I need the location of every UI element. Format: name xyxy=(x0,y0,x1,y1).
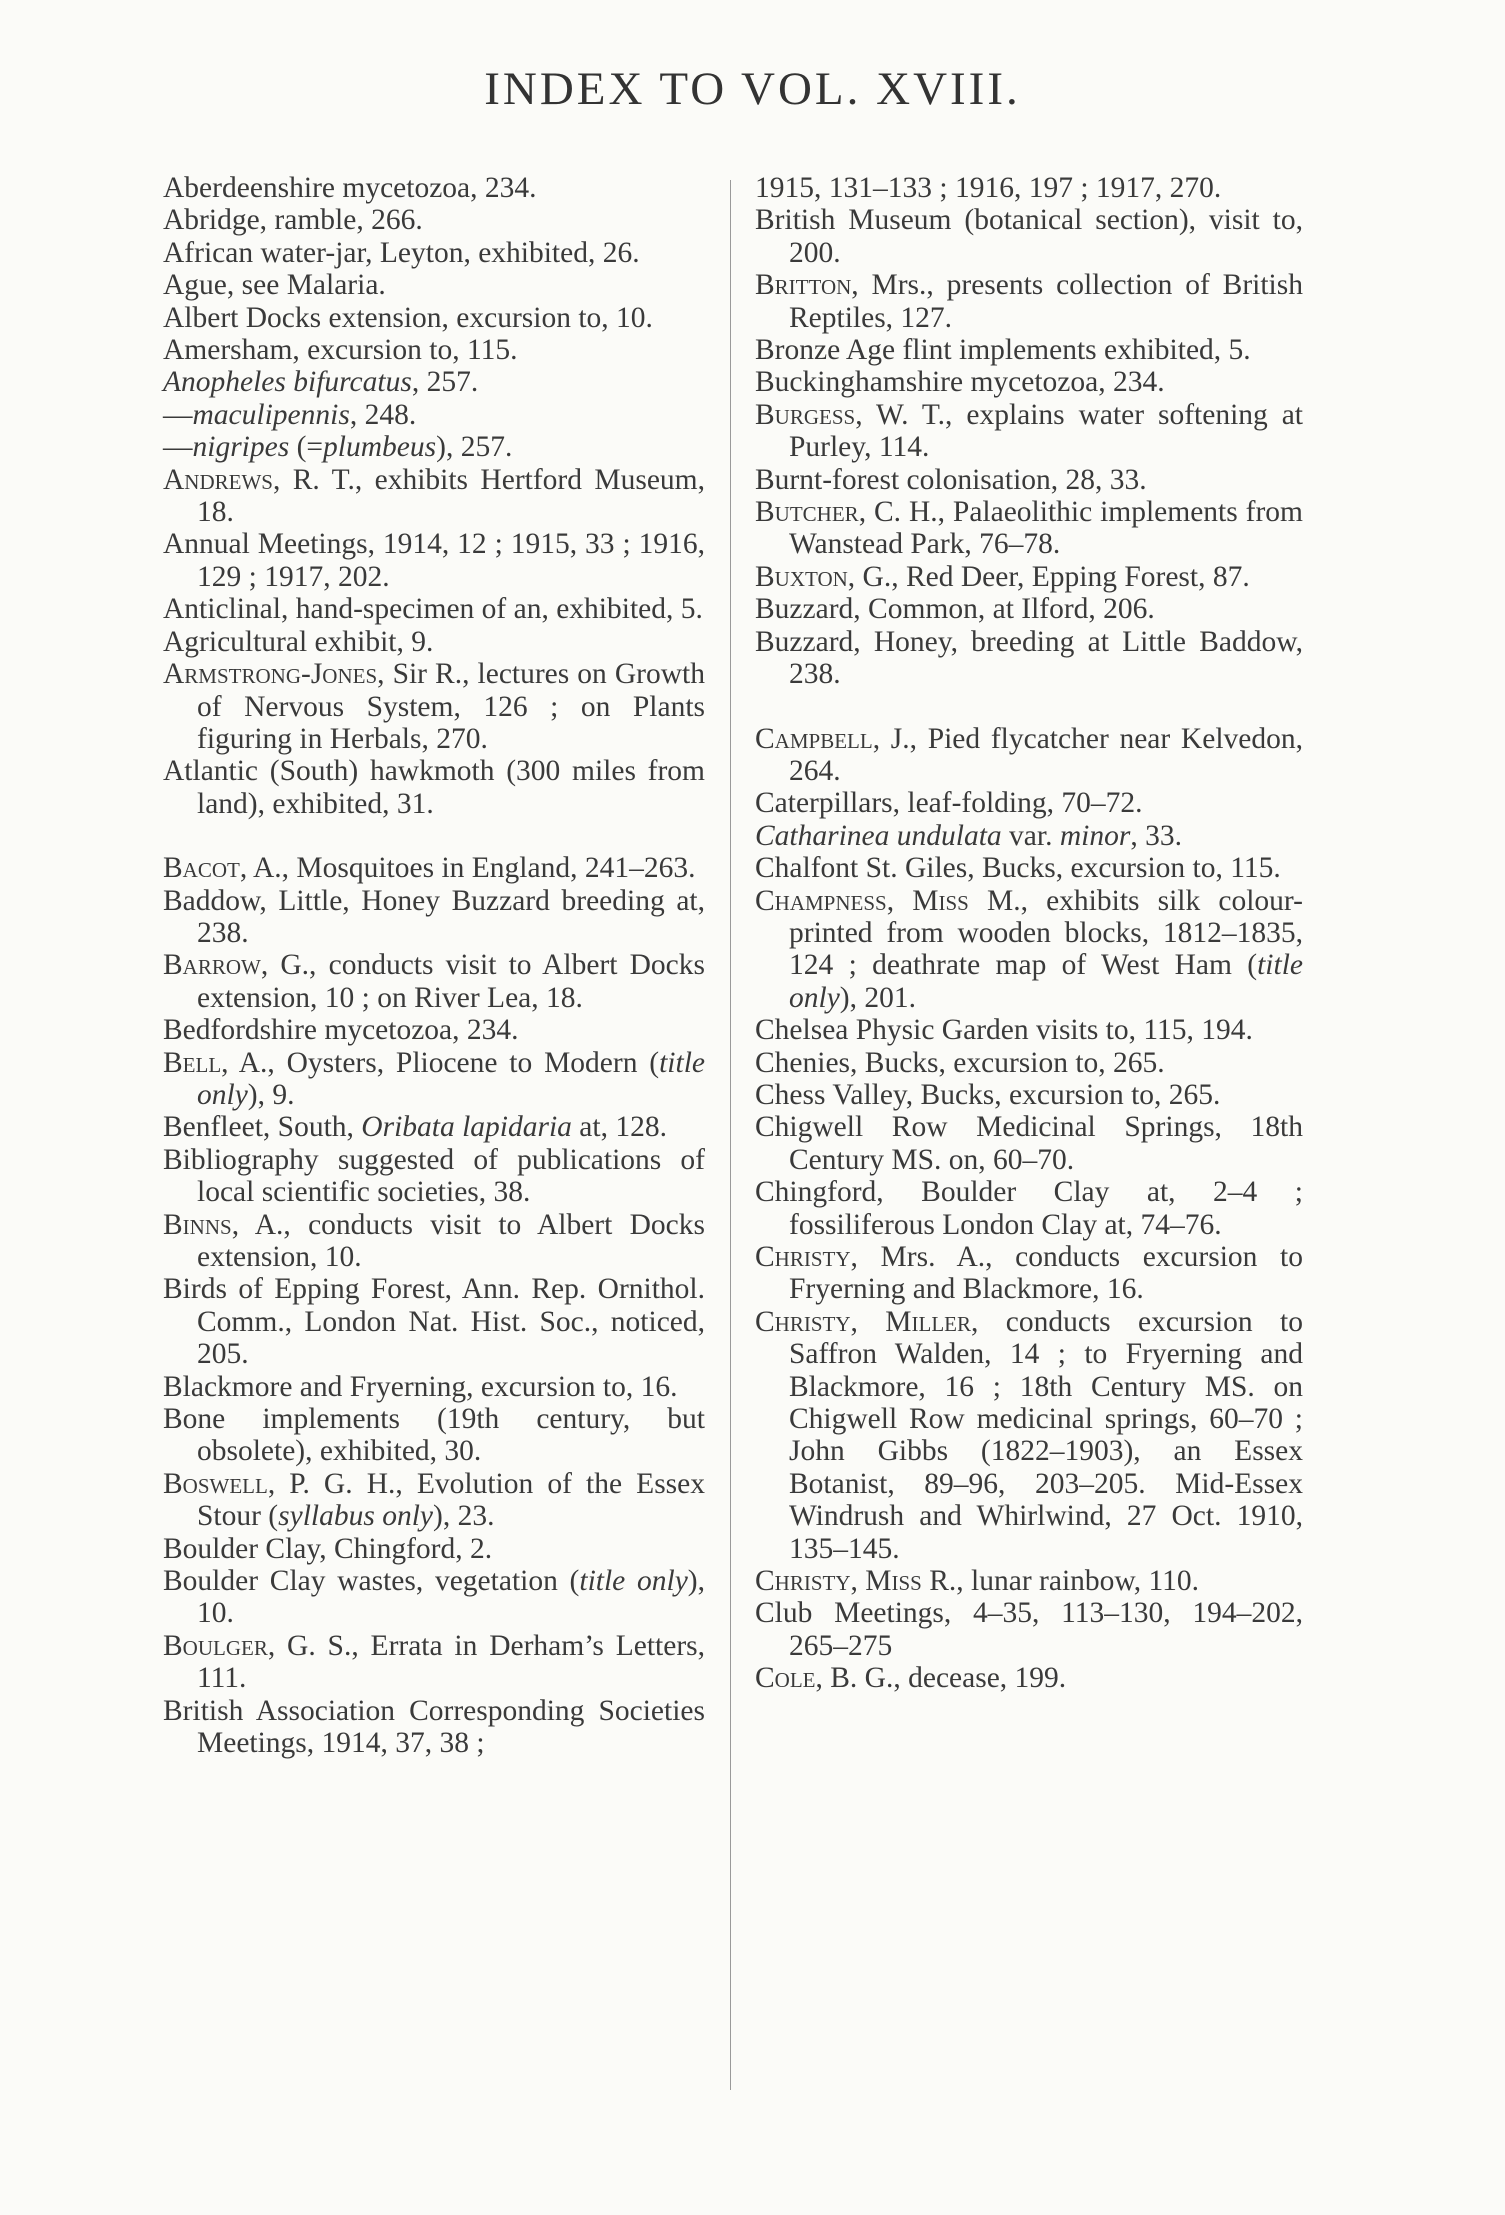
index-entry: Blackmore and Fryerning, excursion to, 16. xyxy=(163,1370,678,1403)
index-entry: Annual Meetings, 1914, 12 ; 1915, 33 ; 1916, 129 ; 1917, 202. xyxy=(163,528,705,593)
index-entry: Buzzard, Common, at Ilford, 206. xyxy=(755,593,1155,626)
index-entry: Club Meetings, 4–35, 113–130, 194–202, 265–275 xyxy=(755,1597,1303,1662)
index-entry: Christy, Miller, conducts excursion to Saffron Walden, 14 ; to Fryerning and Blackmore, 16 ; 18th Century MS. on Chigwell Row medicinal springs, 60–70 ; John Gibbs (1822–1903), an Essex Botanist, 89–96, 203–205. Mid-Essex Windrush and Whirlwind, 27 Oct. 1910, 135–145. xyxy=(755,1305,1304,1565)
index-entry: Chigwell Row Medicinal Springs, 18th Century MS. on, 60–70. xyxy=(755,1111,1303,1176)
index-column-left xyxy=(163,172,705,1760)
index-entry: Chingford, Boulder Clay at, 2–4 ; fossiliferous London Clay at, 74–76. xyxy=(755,1176,1303,1241)
index-entry: Anopheles bifurcatus, 257. xyxy=(163,366,479,399)
index-entry: Bell, A., Oysters, Pliocene to Modern (title only), 9. xyxy=(163,1046,705,1111)
index-entry: Amersham, excursion to, 115. xyxy=(163,334,518,367)
index-entry: African water-jar, Leyton, exhibited, 26. xyxy=(163,236,640,269)
index-entry: British Association Corresponding Societies Meetings, 1914, 37, 38 ; xyxy=(163,1694,705,1760)
index-entry: Boulger, G. S., Errata in Derham’s Letters, 111. xyxy=(163,1629,705,1695)
index-entry: Cole, B. G., decease, 199. xyxy=(755,1662,1067,1695)
index-entry: Anticlinal, hand-specimen of an, exhibited, 5. xyxy=(163,593,703,626)
section-gap xyxy=(755,691,1303,723)
index-entry: Catharinea undulata var. minor, 33. xyxy=(755,819,1182,852)
index-entry: Christy, Miss R., lunar rainbow, 110. xyxy=(755,1565,1200,1598)
index-entry: Boswell, P. G. H., Evolution of the Essex Stour (syllabus only), 23. xyxy=(163,1467,705,1533)
index-entry: Binns, A., conducts visit to Albert Docks extension, 10. xyxy=(163,1208,705,1273)
index-entry: Benfleet, South, Oribata lapidaria at, 128. xyxy=(163,1111,667,1144)
index-entry: Chess Valley, Bucks, excursion to, 265. xyxy=(755,1078,1221,1111)
index-entry: Bedfordshire mycetozoa, 234. xyxy=(163,1014,519,1047)
index-entry: Andrews, R. T., exhibits Hertford Museum, 18. xyxy=(163,463,705,529)
index-entry: —nigripes (=plumbeus), 257. xyxy=(163,431,513,464)
column-divider xyxy=(730,180,731,2090)
index-entry: Bibliography suggested of publications of local scientific societies, 38. xyxy=(163,1143,705,1209)
index-entry: British Museum (botanical section), visit to, 200. xyxy=(755,204,1303,269)
index-entry: —maculipennis, 248. xyxy=(163,398,417,431)
index-entry: Burgess, W. T., explains water softening at Purley, 114. xyxy=(755,398,1303,464)
index-entry: Armstrong-Jones, Sir R., lectures on Growth of Nervous System, 126 ; on Plants figuring in Herbals, 270. xyxy=(163,658,705,755)
page-title: INDEX TO VOL. XVIII. xyxy=(484,63,1021,115)
index-entry: Bronze Age flint implements exhibited, 5. xyxy=(755,334,1251,367)
index-entry: Agricultural exhibit, 9. xyxy=(163,625,434,658)
index-entry: 1915, 131–133 ; 1916, 197 ; 1917, 270. xyxy=(755,172,1222,204)
index-entry: Baddow, Little, Honey Buzzard breeding at, 238. xyxy=(163,884,705,949)
index-entry: Britton, Mrs., presents collection of British Reptiles, 127. xyxy=(755,269,1303,334)
index-entry: Butcher, C. H., Palaeolithic implements from Wanstead Park, 76–78. xyxy=(755,496,1303,561)
index-column-right xyxy=(755,172,1303,1695)
section-gap xyxy=(163,820,705,852)
index-entry: Campbell, J., Pied flycatcher near Kelvedon, 264. xyxy=(755,722,1303,787)
index-entry: Champness, Miss M., exhibits silk colour-printed from wooden blocks, 1812–1835, 124 ; deathrate map of West Ham (title only), 201. xyxy=(755,884,1303,1014)
index-entry: Barrow, G., conducts visit to Albert Docks extension, 10 ; on River Lea, 18. xyxy=(163,949,705,1014)
index-entry: Albert Docks extension, excursion to, 10. xyxy=(163,301,653,334)
index-entry: Chenies, Bucks, excursion to, 265. xyxy=(755,1046,1165,1079)
index-entry: Buxton, G., Red Deer, Epping Forest, 87. xyxy=(755,560,1250,593)
index-entry: Christy, Mrs. A., conducts excursion to Fryerning and Blackmore, 16. xyxy=(755,1241,1303,1306)
index-entry: Aberdeenshire mycetozoa, 234. xyxy=(163,172,537,204)
index-entry: Caterpillars, leaf-folding, 70–72. xyxy=(755,787,1143,820)
index-entry: Ague, see Malaria. xyxy=(163,269,386,302)
index-entry: Boulder Clay wastes, vegetation (title only), 10. xyxy=(163,1565,705,1630)
index-entry: Chalfont St. Giles, Bucks, excursion to, 115. xyxy=(755,852,1281,885)
index-entry: Abridge, ramble, 266. xyxy=(163,204,423,237)
index-entry: Bacot, A., Mosquitoes in England, 241–263. xyxy=(163,852,696,885)
index-entry: Buzzard, Honey, breeding at Little Baddow, 238. xyxy=(755,625,1303,691)
index-entry: Atlantic (South) hawkmoth (300 miles from land), exhibited, 31. xyxy=(163,755,705,820)
index-entry: Bone implements (19th century, but obsolete), exhibited, 30. xyxy=(163,1403,705,1468)
index-entry: Chelsea Physic Garden visits to, 115, 194. xyxy=(755,1014,1253,1047)
index-entry: Birds of Epping Forest, Ann. Rep. Ornithol. Comm., London Nat. Hist. Soc., noticed, 205. xyxy=(163,1273,705,1371)
index-entry: Boulder Clay, Chingford, 2. xyxy=(163,1532,493,1565)
index-entry: Burnt-forest colonisation, 28, 33. xyxy=(755,463,1147,496)
index-entry: Buckinghamshire mycetozoa, 234. xyxy=(755,366,1165,399)
